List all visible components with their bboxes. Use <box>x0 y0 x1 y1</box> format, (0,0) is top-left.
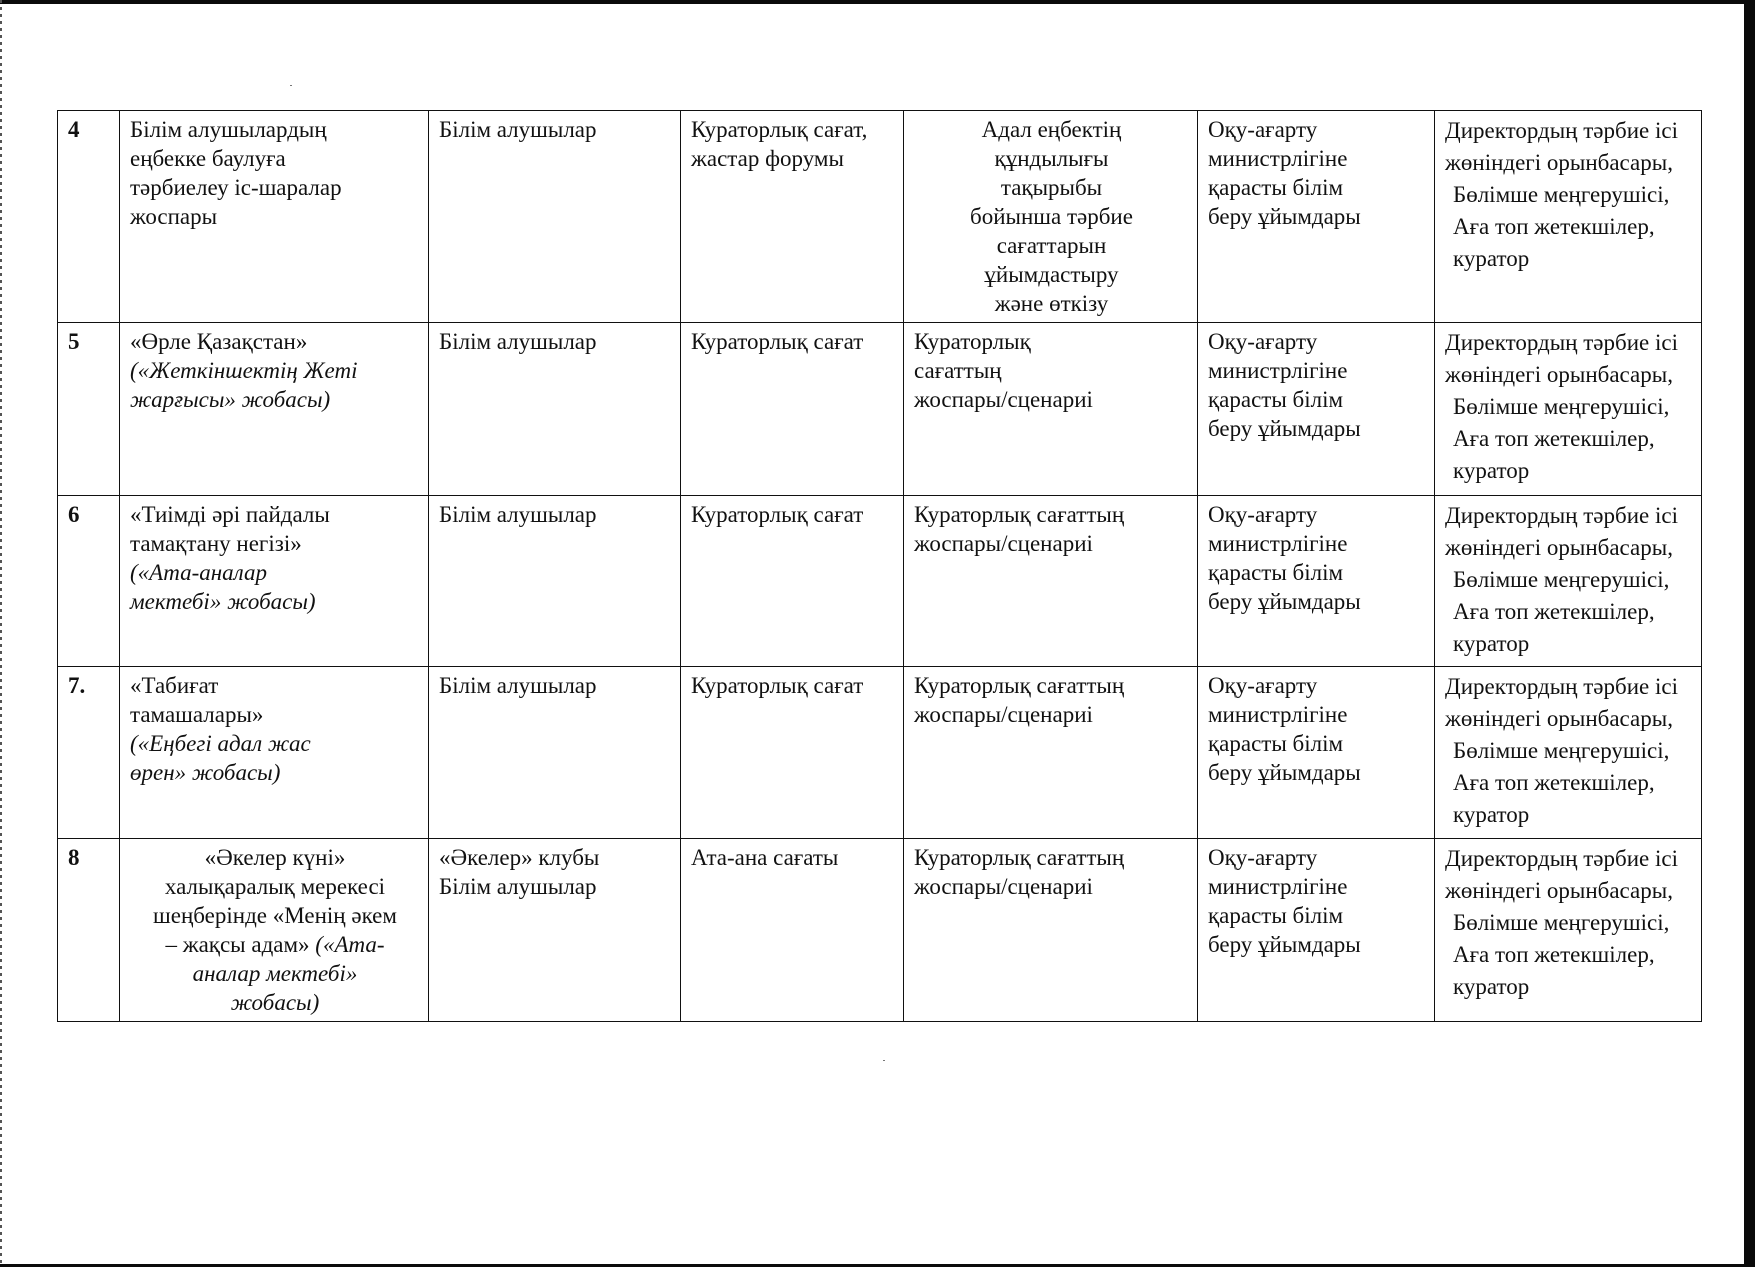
participants-line: Білім алушылар <box>439 329 597 354</box>
participants-cell <box>429 323 681 496</box>
result-cell <box>904 111 1198 323</box>
event-name-text: – жақсы адам» <box>165 932 310 957</box>
scan-speck <box>290 85 292 86</box>
organizations-line: қарасты білім <box>1208 731 1344 756</box>
result-line: сағаттарын <box>996 233 1107 258</box>
table-row <box>58 667 1702 839</box>
organizations-line: беру ұйымдары <box>1208 416 1361 441</box>
responsible-line: Директордың тәрбие ісі <box>1445 674 1678 699</box>
responsible-line: жөніндегі орынбасары, <box>1445 150 1673 175</box>
form-cell <box>681 323 904 496</box>
row-number: 8 <box>68 845 80 870</box>
organizations-line: Оқу-ағарту <box>1208 845 1318 870</box>
responsible-cell <box>1435 111 1702 323</box>
event-project-line: өрен» жобасы) <box>130 760 281 785</box>
table-row <box>58 111 1702 323</box>
table-row <box>58 323 1702 496</box>
result-line: Кураторлық сағаттың <box>914 845 1125 870</box>
result-cell <box>904 496 1198 667</box>
organizations-line: қарасты білім <box>1208 175 1344 200</box>
event-project-line: жобасы) <box>230 990 320 1015</box>
event-name-line: халықаралық мерекесі <box>164 874 386 899</box>
scan-edge-top <box>0 0 1755 4</box>
organizations-cell <box>1198 323 1435 496</box>
result-line: сағаттың <box>914 358 1002 383</box>
event-project-text: («Ата- <box>315 932 385 957</box>
row-number-cell <box>58 111 120 323</box>
row-number-cell <box>58 323 120 496</box>
participants-cell <box>429 496 681 667</box>
organizations-line: қарасты білім <box>1208 903 1344 928</box>
event-name-line: Білім алушылардың <box>130 117 327 142</box>
event-name-line <box>130 930 420 959</box>
responsible-line: Бөлімше меңгерушісі, <box>1453 738 1670 763</box>
row-number-cell <box>58 839 120 1022</box>
responsible-line: Аға топ жетекшілер, <box>1453 942 1655 967</box>
form-line: жастар форумы <box>691 146 844 171</box>
event-name-line: тәрбиелеу іс-шаралар <box>130 175 342 200</box>
organizations-cell <box>1198 839 1435 1022</box>
organizations-line: беру ұйымдары <box>1208 204 1361 229</box>
result-line: Адал еңбектің <box>981 117 1122 142</box>
participants-line: Білім алушылар <box>439 874 597 899</box>
form-cell <box>681 111 904 323</box>
event-name-cell <box>120 667 429 839</box>
event-project-line: («Жеткіншектің Жеті <box>130 358 358 383</box>
responsible-line: куратор <box>1453 458 1530 483</box>
responsible-line: жөніндегі орынбасары, <box>1445 535 1673 560</box>
responsible-line: Аға топ жетекшілер, <box>1453 599 1655 624</box>
event-name-cell <box>120 839 429 1022</box>
row-number-cell <box>58 667 120 839</box>
responsible-line: жөніндегі орынбасары, <box>1445 706 1673 731</box>
result-line: жоспары/сценариі <box>914 531 1093 556</box>
participants-line: Білім алушылар <box>439 673 597 698</box>
organizations-line: министрлігіне <box>1208 702 1348 727</box>
result-line: Кураторлық сағаттың <box>914 673 1125 698</box>
result-line: құндылығы <box>994 146 1109 171</box>
row-number: 4 <box>68 117 80 142</box>
organizations-line: министрлігіне <box>1208 874 1348 899</box>
participants-line: «Әкелер» клубы <box>439 845 600 870</box>
table-row <box>58 839 1702 1022</box>
scan-speck <box>883 1060 885 1061</box>
responsible-line: Директордың тәрбие ісі <box>1445 503 1678 528</box>
result-line: бойынша тәрбие <box>970 204 1133 229</box>
result-cell <box>904 323 1198 496</box>
event-project-line: аналар мектебі» <box>192 961 358 986</box>
responsible-line: жөніндегі орынбасары, <box>1445 362 1673 387</box>
participants-cell <box>429 111 681 323</box>
event-name-cell <box>120 496 429 667</box>
responsible-line: Директордың тәрбие ісі <box>1445 118 1678 143</box>
result-line: жоспары/сценариі <box>914 702 1093 727</box>
form-line: Кураторлық сағат <box>691 673 864 698</box>
responsible-line: Аға топ жетекшілер, <box>1453 426 1655 451</box>
responsible-line: Бөлімше меңгерушісі, <box>1453 567 1670 592</box>
scan-edge-right <box>1744 0 1755 1267</box>
row-number: 7. <box>68 673 86 698</box>
result-line: және өткізу <box>994 291 1109 316</box>
responsible-line: куратор <box>1453 974 1530 999</box>
form-line: Кураторлық сағат <box>691 502 864 527</box>
organizations-cell <box>1198 111 1435 323</box>
responsible-line: Аға топ жетекшілер, <box>1453 770 1655 795</box>
organizations-line: министрлігіне <box>1208 358 1348 383</box>
organizations-line: қарасты білім <box>1208 560 1344 585</box>
event-project-line: («Ата-аналар <box>130 560 267 585</box>
event-name-line: шеңберінде «Менің әкем <box>153 903 397 928</box>
responsible-line: Аға топ жетекшілер, <box>1453 214 1655 239</box>
responsible-line: жөніндегі орынбасары, <box>1445 878 1673 903</box>
responsible-cell <box>1435 323 1702 496</box>
event-name-line: «Өрле Қазақстан» <box>130 329 308 354</box>
responsible-line: Бөлімше меңгерушісі, <box>1453 394 1670 419</box>
event-name-cell <box>120 323 429 496</box>
event-name-cell <box>120 111 429 323</box>
result-line: ұйымдастыру <box>984 262 1119 287</box>
organizations-line: беру ұйымдары <box>1208 589 1361 614</box>
scan-edge-left <box>0 0 2 1267</box>
responsible-line: Бөлімше меңгерушісі, <box>1453 910 1670 935</box>
event-project-line: («Еңбегі адал жас <box>130 731 311 756</box>
form-cell <box>681 496 904 667</box>
responsible-line: куратор <box>1453 631 1530 656</box>
form-cell <box>681 839 904 1022</box>
event-name-line: «Тиімді әрі пайдалы <box>130 502 330 527</box>
event-name-line: «Әкелер күні» <box>204 845 346 870</box>
table-body <box>58 111 1702 1022</box>
event-project-line: мектебі» жобасы) <box>130 589 316 614</box>
result-line: жоспары/сценариі <box>914 387 1093 412</box>
result-cell <box>904 667 1198 839</box>
form-line: Кураторлық сағат <box>691 329 864 354</box>
form-line: Ата-ана сағаты <box>691 845 839 870</box>
responsible-cell <box>1435 839 1702 1022</box>
organizations-cell <box>1198 667 1435 839</box>
organizations-line: Оқу-ағарту <box>1208 329 1318 354</box>
row-number-cell <box>58 496 120 667</box>
form-line: Кураторлық сағат, <box>691 117 868 142</box>
event-name-line: еңбекке баулуға <box>130 146 286 171</box>
result-cell <box>904 839 1198 1022</box>
result-line: тақырыбы <box>1000 175 1103 200</box>
event-project-line: жарғысы» жобасы) <box>130 387 331 412</box>
organizations-line: министрлігіне <box>1208 146 1348 171</box>
participants-cell <box>429 839 681 1022</box>
responsible-cell <box>1435 667 1702 839</box>
responsible-cell <box>1435 496 1702 667</box>
form-cell <box>681 667 904 839</box>
organizations-line: Оқу-ағарту <box>1208 502 1318 527</box>
event-name-line: тамашалары» <box>130 702 264 727</box>
organizations-cell <box>1198 496 1435 667</box>
organizations-line: беру ұйымдары <box>1208 932 1361 957</box>
participants-line: Білім алушылар <box>439 502 597 527</box>
table-row <box>58 496 1702 667</box>
organizations-line: қарасты білім <box>1208 387 1344 412</box>
result-line: Кураторлық <box>914 329 1031 354</box>
organizations-line: министрлігіне <box>1208 531 1348 556</box>
events-plan-table <box>57 110 1702 1022</box>
responsible-line: куратор <box>1453 802 1530 827</box>
event-name-line: жоспары <box>130 204 218 229</box>
responsible-line: Директордың тәрбие ісі <box>1445 330 1678 355</box>
organizations-line: Оқу-ағарту <box>1208 673 1318 698</box>
responsible-line: куратор <box>1453 246 1530 271</box>
row-number: 6 <box>68 502 80 527</box>
row-number: 5 <box>68 329 80 354</box>
responsible-line: Директордың тәрбие ісі <box>1445 846 1678 871</box>
organizations-line: беру ұйымдары <box>1208 760 1361 785</box>
participants-line: Білім алушылар <box>439 117 597 142</box>
participants-cell <box>429 667 681 839</box>
result-line: жоспары/сценариі <box>914 874 1093 899</box>
responsible-line: Бөлімше меңгерушісі, <box>1453 182 1670 207</box>
event-name-line: «Табиғат <box>130 673 219 698</box>
result-line: Кураторлық сағаттың <box>914 502 1125 527</box>
organizations-line: Оқу-ағарту <box>1208 117 1318 142</box>
event-name-line: тамақтану негізі» <box>130 531 302 556</box>
